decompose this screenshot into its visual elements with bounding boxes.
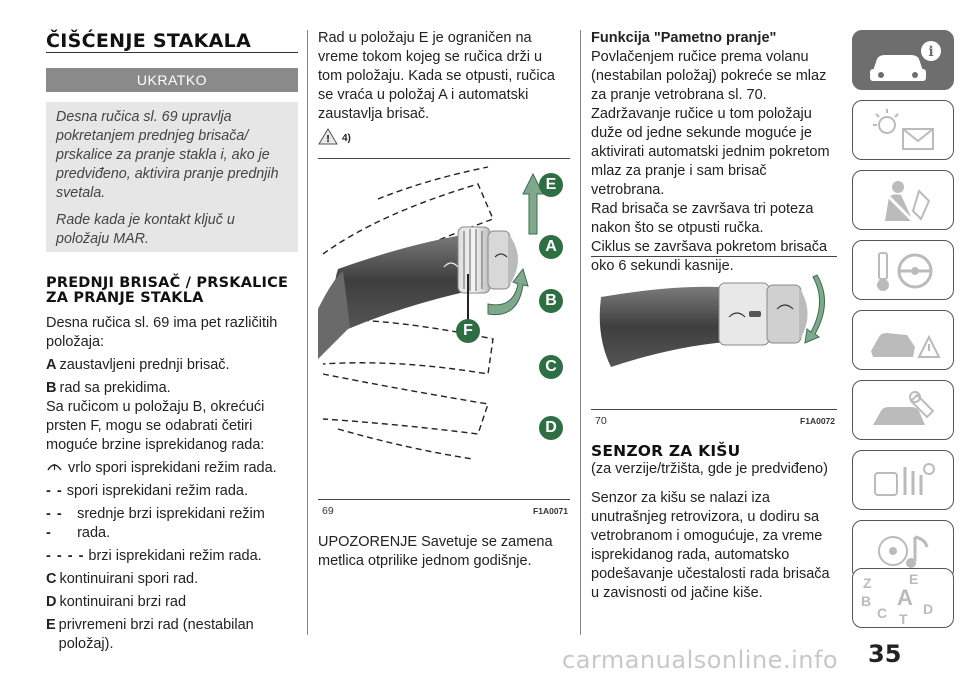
column-divider [307, 30, 308, 635]
page-number: 35 [868, 640, 902, 668]
light-message-icon [853, 101, 955, 161]
page-title: ČIŠĆENJE STAKALA [46, 30, 252, 52]
watermark: carmanualsonline.info [562, 646, 839, 674]
figure-number: 70 [595, 415, 607, 427]
body-text: Senzor za kišu se nalazi iza unutrašnjeg retrovizora, u dodiru sa vetrobranom i omogućuje, za vreme isprekidanog rada, automatsko podešavanje učestalosti rada brisača u zavisnosti od jačine kiše. [591, 490, 830, 601]
single-stroke-icon [46, 459, 63, 478]
index-letter: A [897, 585, 913, 610]
index-letter: T [899, 611, 908, 627]
tab-safety[interactable] [852, 170, 954, 230]
figure-label-b: B [539, 289, 563, 313]
section-body [46, 314, 298, 654]
warning-ref-number: 4) [342, 132, 351, 144]
svg-text:i: i [928, 44, 934, 60]
item-text: kontinuirani brzi rad [59, 594, 187, 610]
figure-code: F1A0071 [533, 506, 568, 516]
figure-label-f: F [456, 319, 480, 343]
emergency-icon [853, 311, 955, 371]
maintenance-icon [853, 381, 955, 441]
list-item [46, 616, 298, 654]
figure-70 [591, 256, 837, 427]
subsection-heading: Funkcija "Pametno pranje" [591, 30, 777, 46]
title-rule [46, 52, 298, 53]
item-key: E [46, 617, 56, 633]
tab-maintenance[interactable] [852, 380, 954, 440]
list-item [46, 570, 298, 589]
item-text: spori isprekidani režim rada. [66, 483, 249, 499]
wiper-lever-illustration [318, 159, 570, 499]
svg-text:!: ! [325, 134, 331, 145]
list-item [46, 547, 298, 566]
item-text: rad sa prekidima. [59, 380, 171, 396]
list-item [46, 505, 298, 543]
item-text: zaustavljeni prednji brisač. [59, 357, 230, 373]
warning-reference [318, 128, 351, 148]
figure-code: F1A0072 [800, 416, 835, 426]
figure-69 [318, 158, 570, 517]
index-letter: D [923, 601, 934, 617]
summary-box [46, 102, 298, 252]
tab-getting-to-know[interactable] [852, 30, 954, 90]
item-text: privremeni brzi rad (nestabilan položaj). [58, 617, 254, 652]
section-subheading: (za verzije/tržišta, gde je predviđeno) [591, 461, 828, 477]
body-text: Rad u položaju E je ograničen na vreme tokom kojeg se ručica drži u tom položaju. Kada se otpusti, ručica se vraća u položaj A i automatski zaustavlja brisač. [318, 30, 555, 122]
item-key: D [46, 594, 57, 610]
list-item [46, 356, 298, 375]
section-heading: PREDNJI BRISAČ / PRSKALICE ZA PRANJE STAKLA [46, 275, 289, 306]
list-item [46, 482, 298, 501]
item-text: vrlo spori isprekidani režim rada. [68, 460, 277, 476]
key-steering-icon [853, 241, 955, 301]
car-info-icon [853, 31, 955, 91]
list-item [46, 593, 298, 612]
technical-data-icon [853, 451, 955, 511]
item-description: Sa ručicom u položaju B, okrećući prsten F, mogu se odabrati četiri moguće brzine isprekidanog rada: [46, 399, 265, 453]
section-wiper [46, 276, 298, 654]
summary-paragraph: Desna ručica sl. 69 upravlja pokretanjem prednjeg brisača/ prskalice za pranje stakla i, ako je predviđeno, aktivira pranje prednjih svetala. [56, 109, 279, 201]
list-item [46, 459, 298, 478]
wiper-lever-pull-illustration [591, 257, 837, 409]
item-text: kontinuirani spori rad. [59, 571, 199, 587]
section-heading: SENZOR ZA KIŠU [591, 442, 741, 460]
body-text: Rad brisača se završava tri poteza nakon što se otpusti ručka. [591, 201, 814, 236]
index-letter: B [861, 593, 872, 609]
item-key: - - - - [46, 548, 85, 564]
tab-warning-lights[interactable] [852, 100, 954, 160]
figure-label-e: E [539, 173, 563, 197]
summary-heading: UKRATKO [46, 68, 298, 92]
index-letter: C [877, 605, 888, 621]
rain-sensor-block [591, 460, 841, 603]
warning-triangle-icon [318, 128, 338, 148]
body-text: Zadržavanje ručice u tom položaju duže od jedne sekunde moguće je aktivirati automatski jednim pokretom mlaz za pranje i sam brisač vetrobrana. [591, 106, 830, 198]
index-letter: E [909, 571, 919, 587]
index-letter: Z [863, 575, 872, 591]
item-key: - - [46, 483, 63, 499]
tab-technical-data[interactable] [852, 450, 954, 510]
figure-label-a: A [539, 235, 563, 259]
item-key: C [46, 571, 57, 587]
body-text: Ciklus se završava pokretom brisača oko 6 sekundi kasnije. [591, 239, 828, 274]
tab-emergency[interactable] [852, 310, 954, 370]
item-key: A [46, 357, 57, 373]
seatbelt-safety-icon [853, 171, 955, 231]
tab-starting-driving[interactable] [852, 240, 954, 300]
tab-index[interactable] [852, 568, 954, 628]
intro-text: Desna ručica sl. 69 ima pet različitih položaja: [46, 315, 278, 350]
item-text: brzi isprekidani režim rada. [88, 548, 262, 564]
figure-label-c: C [539, 355, 563, 379]
item-text: srednje brzi isprekidani režim rada. [77, 506, 265, 541]
column-divider [580, 30, 581, 635]
summary-paragraph: Rade kada je kontakt ključ u položaju MAR. [56, 212, 235, 247]
figure-number: 69 [322, 505, 334, 517]
figure-label-d: D [539, 416, 563, 440]
item-key: - - - [46, 506, 63, 541]
item-key: B [46, 380, 57, 396]
body-text: Povlačenjem ručice prema volanu (nestabilan položaj) pokreće se mlaz za pranje vetrobrana sl. 70. [591, 49, 827, 103]
smart-wash-block [591, 29, 841, 276]
list-item [46, 379, 298, 398]
warning-note: UPOZORENJE Savetuje se zamena metlica otprilike jednom godišnje. [318, 534, 553, 569]
